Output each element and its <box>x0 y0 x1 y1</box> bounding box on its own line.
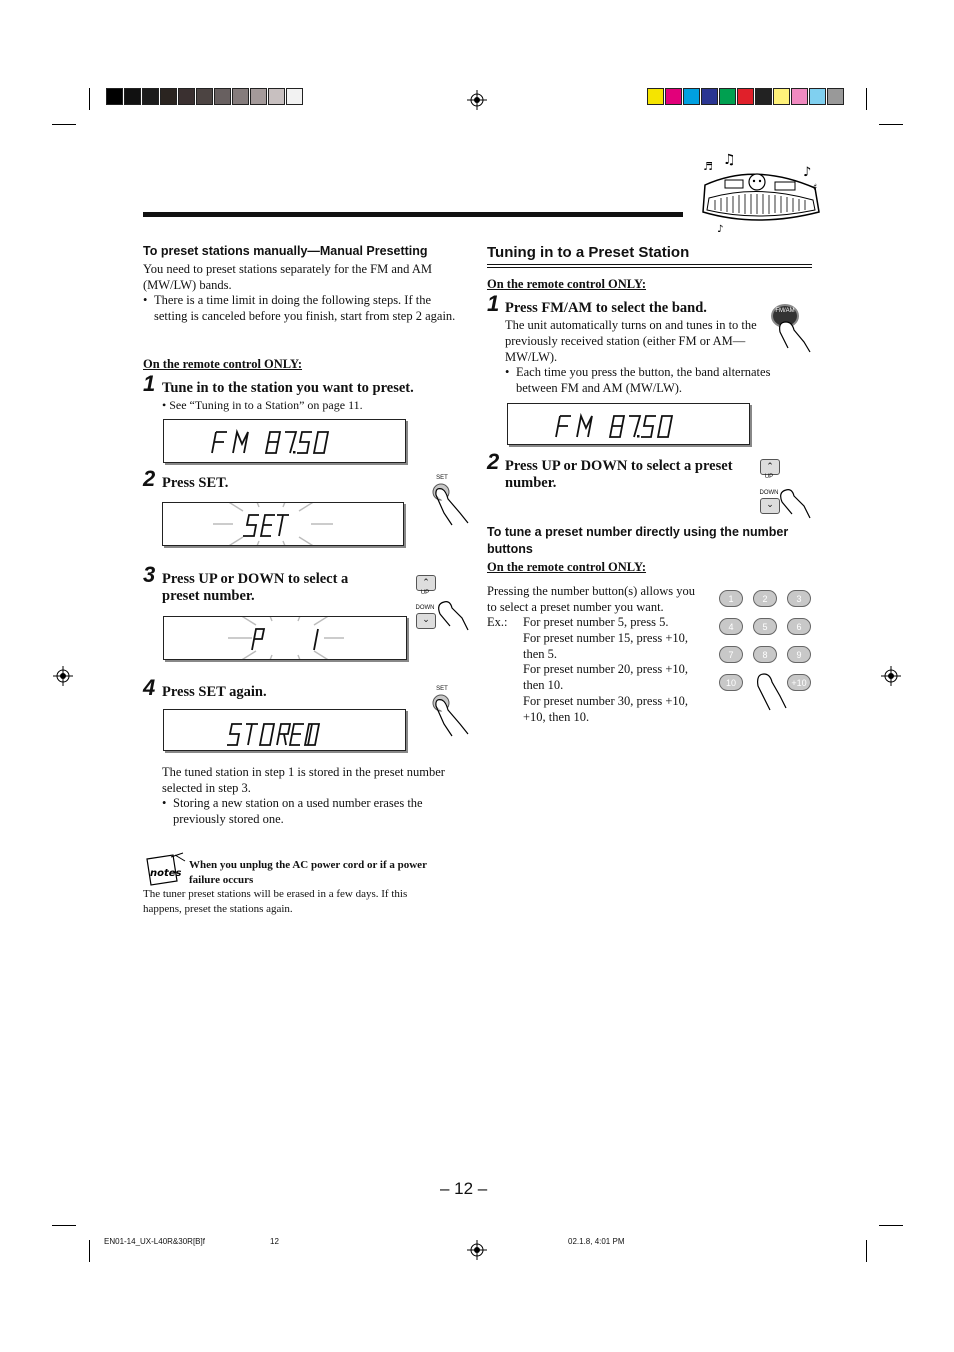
step-1-bullet: • Each time you press the button, the band alternates between FM and AM (MW/LW). <box>505 364 790 396</box>
number-key-4[interactable]: 4 <box>719 618 743 635</box>
number-key-6[interactable]: 6 <box>787 618 811 635</box>
finger-press-icon <box>776 312 812 354</box>
stored-note: The tuned station in step 1 is stored in the preset number selected in step 3. <box>162 765 445 795</box>
number-key-5[interactable]: 5 <box>753 618 777 635</box>
footer-page: 12 <box>270 1237 279 1246</box>
page-number: – 12 – <box>440 1179 488 1198</box>
registration-target-icon <box>467 90 487 110</box>
set-button-press-icon[interactable] <box>428 483 470 528</box>
display-p1 <box>163 616 407 660</box>
number-key-1[interactable]: 1 <box>719 590 743 607</box>
step-1-note-text: See “Tuning in to a Station” on page 11. <box>169 398 363 412</box>
notes-text: The tuner preset stations will be erased in a few days. If this happens, preset the stations again. <box>143 888 408 915</box>
registration-target-icon <box>53 666 73 686</box>
header-rule <box>143 212 683 217</box>
step-2-number: 2 <box>143 466 156 491</box>
display-fm-8750-right <box>507 403 750 445</box>
bullet-time-limit-text: There is a time limit in doing the following steps. If the setting is canceled before you finish, start from step 2 again. <box>154 293 456 323</box>
display-stored <box>163 709 406 751</box>
ex-line-3: For preset number 20, press +10, then 10. <box>523 662 689 692</box>
down-button-icon[interactable]: ⌄ <box>760 498 780 514</box>
svg-text:♫: ♫ <box>723 152 736 168</box>
up-label: UP <box>764 474 774 480</box>
up-button-icon[interactable]: ⌃ <box>760 459 780 475</box>
svg-text:♬: ♬ <box>703 160 713 173</box>
direct-intro: Pressing the number button(s) allows you to select a preset number you want. <box>487 584 695 614</box>
step-1-number: 1 <box>143 371 156 396</box>
ex-line-1: For preset number 5, press 5. <box>523 615 669 629</box>
section-title: Tuning in to a Preset Station <box>487 244 690 261</box>
remote-only-label: On the remote control ONLY: <box>143 357 303 371</box>
display-set <box>162 502 404 546</box>
number-key-3[interactable]: 3 <box>787 590 811 607</box>
bullet-time-limit: • There is a time limit in doing the following steps. If the setting is canceled before you finish, start from step 2 again. <box>143 292 458 324</box>
step-2-text: Press SET. <box>162 475 229 491</box>
number-key-2[interactable]: 2 <box>753 590 777 607</box>
footer-date: 02.1.8, 4:01 PM <box>568 1237 625 1246</box>
svg-text:♪: ♪ <box>717 224 724 232</box>
svg-text:♪: ♪ <box>803 165 812 180</box>
remote-only-label: On the remote control ONLY: <box>487 277 647 291</box>
remote-only-label: On the remote control ONLY: <box>487 560 647 574</box>
step-2-text: Press UP or DOWN to select a preset number. <box>505 458 733 491</box>
display-fm-8750 <box>163 419 406 463</box>
down-button-icon[interactable]: ⌄ <box>416 613 436 629</box>
step-1-text: Press FM/AM to select the band. <box>505 300 707 316</box>
direct-heading: To tune a preset number directly using the number buttons <box>487 525 789 556</box>
set-button-press-icon[interactable] <box>428 694 470 739</box>
step-4-text: Press SET again. <box>162 684 267 700</box>
notes-icon <box>145 851 187 887</box>
section-title-rule <box>487 267 812 268</box>
step-2-number: 2 <box>487 449 500 474</box>
up-button-icon[interactable]: ⌃ <box>416 575 436 591</box>
step-1-bullet-text: Each time you press the button, the band alternates between FM and AM (MW/LW). <box>516 365 771 395</box>
step-3-text: Press UP or DOWN to select a preset number. <box>162 571 349 604</box>
registration-target-icon <box>881 666 901 686</box>
number-key-10[interactable]: 10 <box>719 674 743 691</box>
manual-presetting-heading: To preset stations manually—Manual Presetting <box>143 244 428 258</box>
step-3-number: 3 <box>143 562 156 587</box>
bullet-stored: • Storing a new station on a used number erases the previously stored one. <box>162 795 452 827</box>
step-1-note: • See “Tuning in to a Station” on page 11. <box>162 398 363 412</box>
set-button-label: SET <box>436 686 448 692</box>
registration-target-icon <box>467 1240 487 1260</box>
step-1-description: The unit automatically turns on and tunes in to the previously received station (either FM or AM—MW/LW). <box>505 318 757 364</box>
down-label: DOWN <box>759 490 779 496</box>
step-1-number: 1 <box>487 291 500 316</box>
section-title-rule <box>487 264 812 265</box>
notes-icon-label: notes <box>150 868 182 879</box>
finger-press-icon <box>436 586 470 632</box>
ex-label: Ex.: <box>487 615 508 629</box>
keyboard-illustration-icon <box>695 150 825 232</box>
ex-line-2: For preset number 15, press +10, then 5. <box>523 631 689 661</box>
up-label: UP <box>420 590 430 596</box>
footer-file: EN01-14_UX-L40R&30R[B]f <box>104 1237 205 1246</box>
step-1-text: Tune in to the station you want to preset. <box>162 380 414 396</box>
set-button-label: SET <box>436 475 448 481</box>
step-4-number: 4 <box>143 675 156 700</box>
number-key-9[interactable]: 9 <box>787 646 811 663</box>
notes-heading: When you unplug the AC power cord or if a power failure occurs <box>189 859 427 886</box>
svg-text:♯: ♯ <box>813 183 818 193</box>
number-key-8[interactable]: 8 <box>753 646 777 663</box>
finger-press-icon <box>752 666 790 712</box>
finger-press-icon <box>778 474 812 520</box>
ex-line-4: For preset number 30, press +10, +10, then 10. <box>523 694 689 724</box>
number-key-plus-10[interactable]: +10 <box>787 674 811 691</box>
bullet-stored-text: Storing a new station on a used number erases the previously stored one. <box>173 796 423 826</box>
fm-am-label: FM/AM <box>775 308 795 314</box>
intro-paragraph: You need to preset stations separately for the FM and AM (MW/LW) bands. <box>143 262 432 292</box>
down-label: DOWN <box>415 605 435 611</box>
number-key-7[interactable]: 7 <box>719 646 743 663</box>
